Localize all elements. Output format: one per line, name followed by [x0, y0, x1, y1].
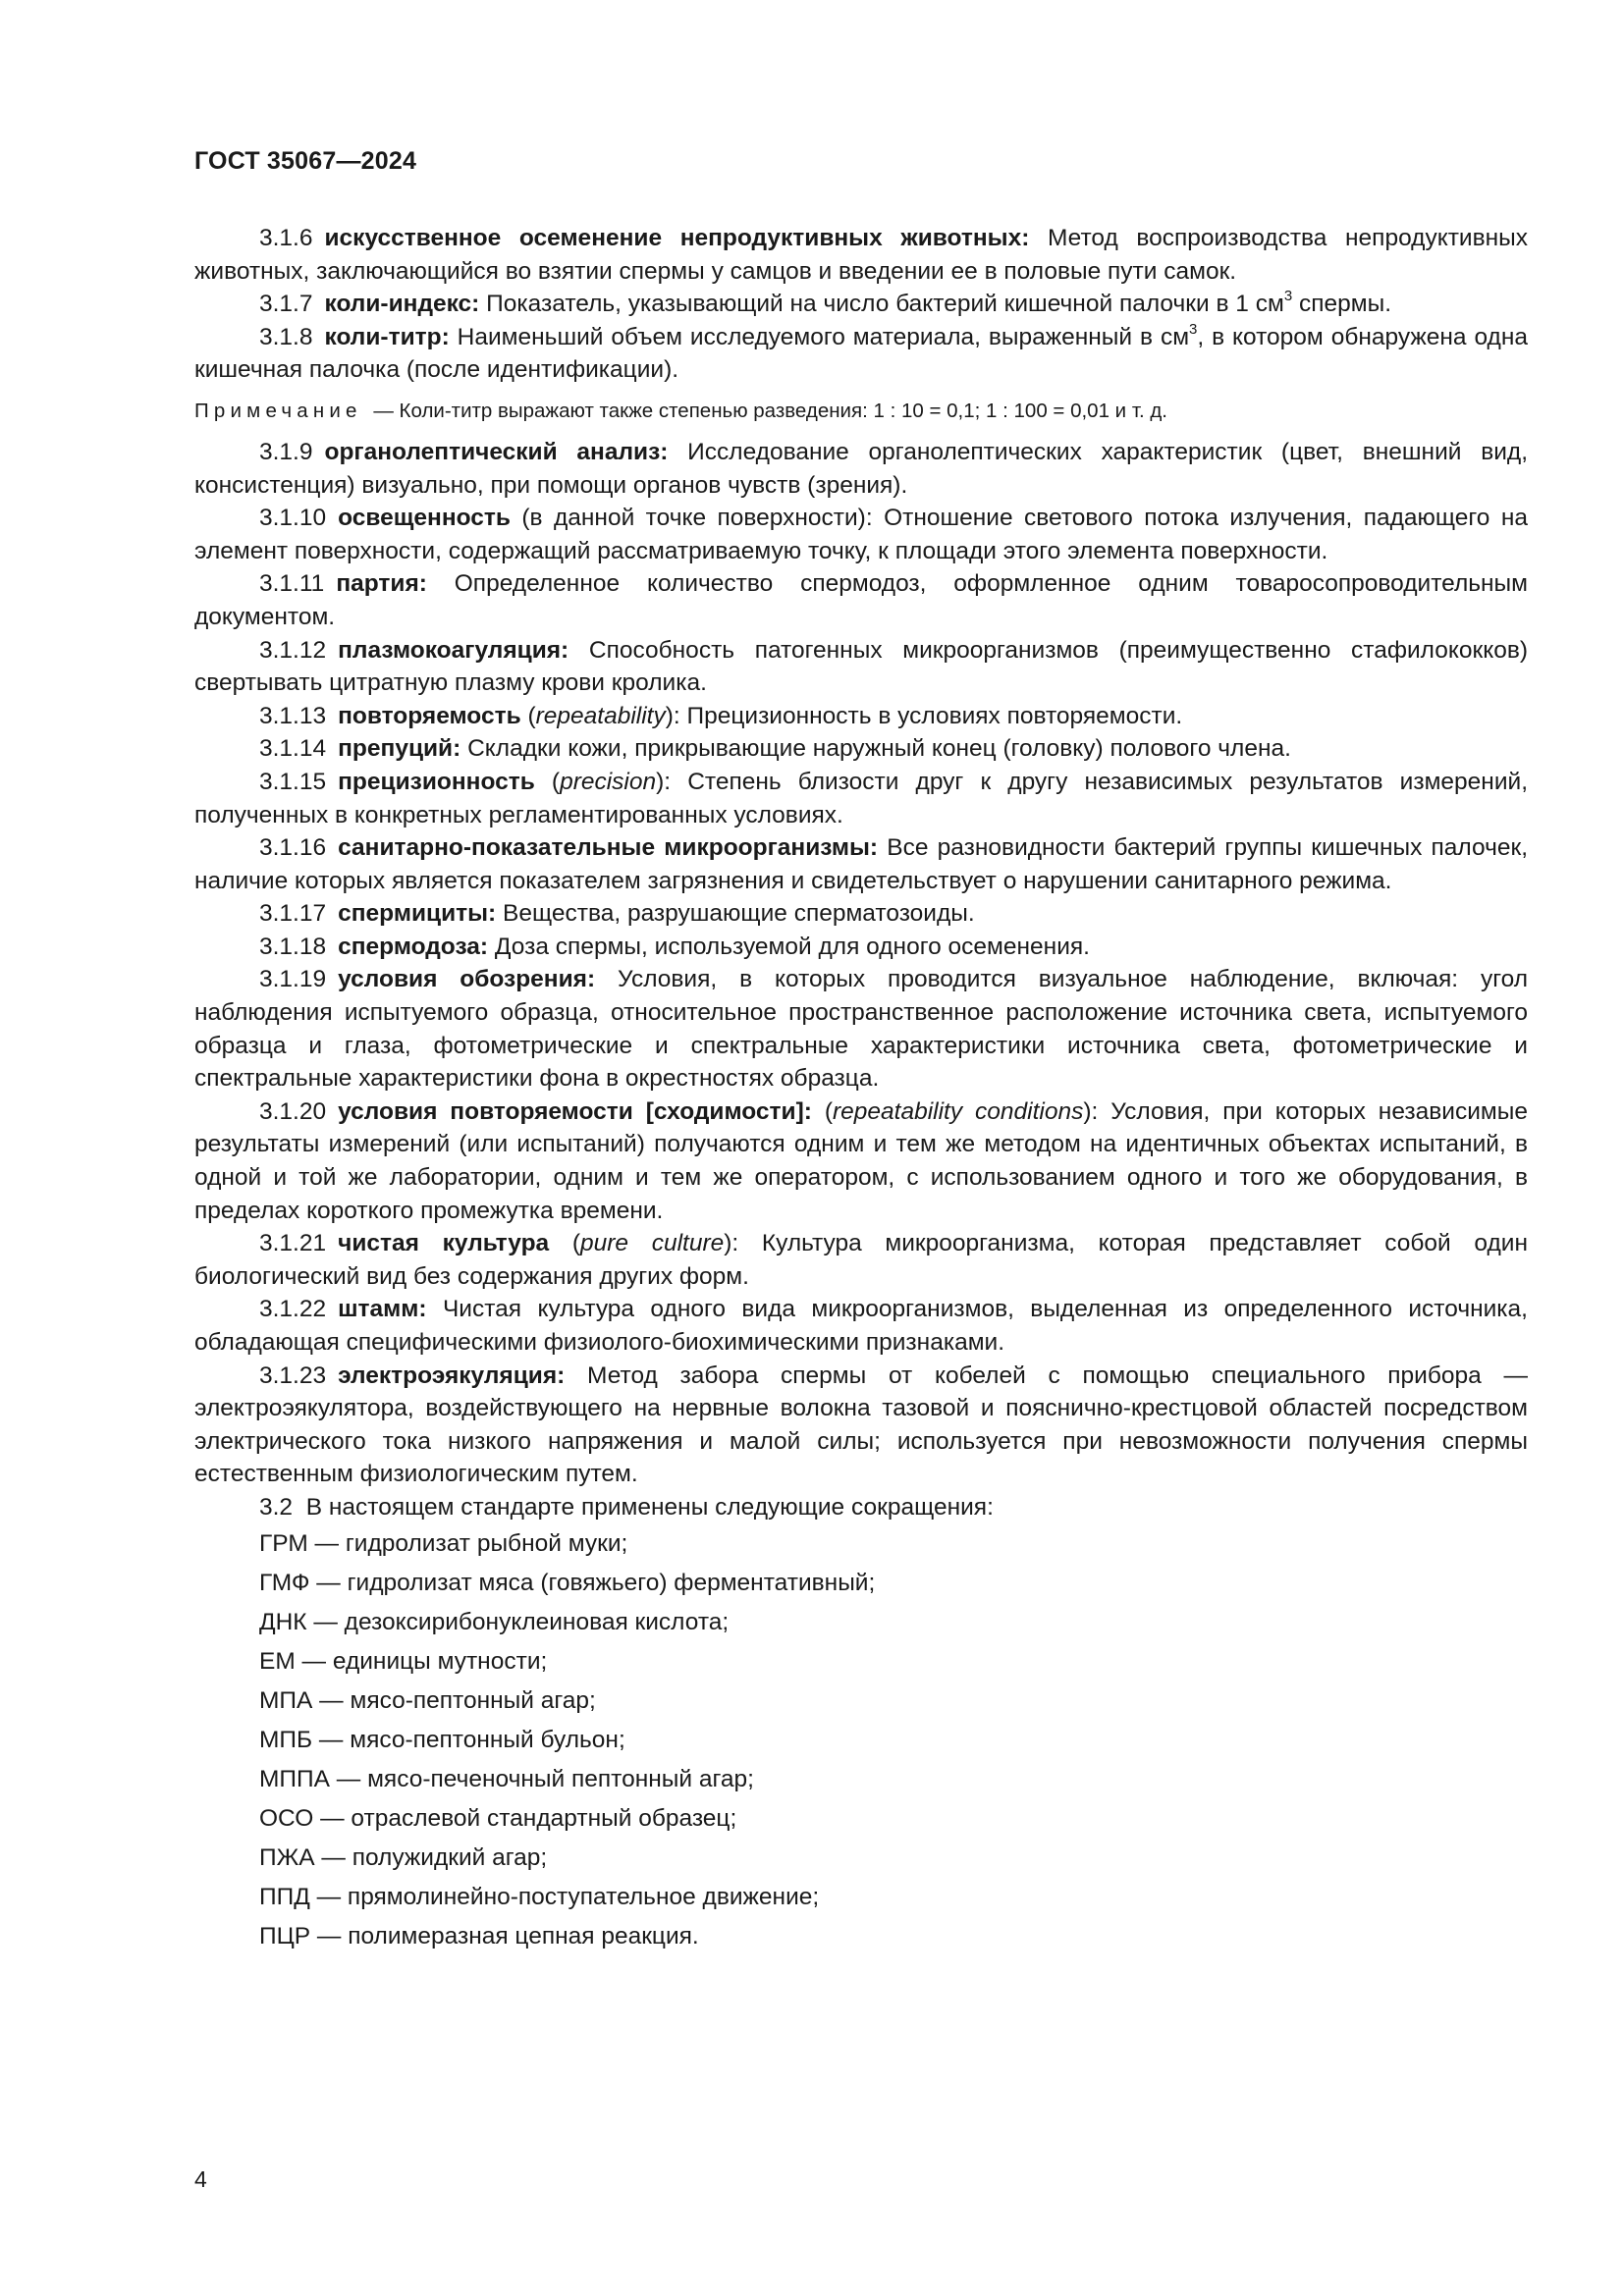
definition-number: 3.1.13 [259, 702, 327, 729]
definition-term: электроэякуляция: [338, 1362, 566, 1389]
abbreviation-code: МПБ [259, 1726, 313, 1753]
abbreviation-description: — гидролизат мяса (говяжьего) ферментативный; [309, 1569, 876, 1596]
definition-item [194, 1095, 1528, 1227]
section-number: 3.2 [259, 1493, 294, 1521]
definition-number: 3.1.7 [259, 291, 313, 318]
definition-number: 3.1.21 [259, 1230, 327, 1257]
abbreviation-description: — отраслевой стандартный образец; [313, 1804, 737, 1832]
definition-number: 3.1.6 [259, 225, 313, 251]
definition-paren-close: ): [1083, 1097, 1099, 1125]
document-body [194, 222, 1528, 1956]
definition-number: 3.1.10 [259, 505, 327, 532]
abbreviation-item [194, 1917, 1528, 1956]
definition-text: Отношение светового потока излучения, падающего на элемент поверхности, содержащий рассматриваемую точку, к площади этого элемента поверхности. [194, 505, 1528, 564]
definition-text: Доза спермы, используемой для одного осеменения. [488, 933, 1090, 960]
definition-term: санитарно-показательные микроорганизмы: [338, 834, 879, 862]
definition-number: 3.1.11 [259, 570, 325, 598]
abbreviation-item [194, 1760, 1528, 1799]
definition-item [194, 1360, 1528, 1491]
definition-item [194, 502, 1528, 567]
abbreviation-item [194, 1603, 1528, 1642]
superscript: 3 [1283, 288, 1293, 305]
definition-text: Степень близости друг к другу независимых результатов измерений, полученных в конкретных регламентированных условиях. [194, 768, 1529, 828]
definition-item [194, 831, 1528, 897]
section-text: В настоящем стандарте применены следующие сокращения: [305, 1493, 994, 1521]
definition-paren-open: ( [811, 1097, 833, 1125]
definition-text: Метод забора спермы от кобелей с помощью специального прибора — электроэякулятора, воздействующего на нервные волокна тазовой и пояснично-крестцовой областей посредством электрического тока низкого напряжения и малой силы; используется при невозможности получения спермы естественным физиологическим путем. [194, 1362, 1528, 1488]
abbreviation-description: — единицы мутности; [295, 1647, 548, 1675]
abbreviation-code: ДНК [259, 1608, 307, 1635]
definition-text: Все разновидности бактерий группы кишечных палочек, наличие которых является показателем загрязнения и свидетельствует о нарушении санитарного режима. [194, 834, 1528, 894]
abbreviation-description: — прямолинейно-поступательное движение; [309, 1883, 820, 1910]
definition-text: Прецизионность в условиях повторяемости. [679, 702, 1183, 729]
abbreviation-description: — гидролизат рыбной муки; [307, 1529, 628, 1557]
page-number: 4 [194, 2166, 207, 2192]
definition-paren-open: ( [534, 768, 561, 795]
abbreviation-description: — полимеразная цепная реакция. [310, 1922, 699, 1949]
definition-item [194, 897, 1528, 931]
abbreviation-code: ПЦР [259, 1922, 311, 1949]
abbreviation-code: ЕМ [259, 1647, 296, 1675]
definition-term: искусственное осеменение непродуктивных животных: [324, 225, 1030, 251]
definition-term: штамм: [338, 1296, 427, 1323]
definition-number: 3.1.22 [259, 1296, 327, 1323]
definition-english-term: repeatability conditions [832, 1097, 1084, 1125]
definition-item [194, 436, 1528, 502]
definition-item [194, 963, 1528, 1095]
definition-term: условия повторяемости [сходимости]: [338, 1097, 812, 1125]
definition-text: Метод воспроизводства непродуктивных животных, заключающийся во взятии спермы у самцов и введении ее в половые пути самок. [194, 225, 1529, 285]
definition-text: Вещества, разрушающие сперматозоиды. [496, 900, 975, 928]
abbreviation-code: ПЖА [259, 1843, 315, 1871]
definition-item [194, 1293, 1528, 1359]
definition-item [194, 634, 1528, 700]
definition-text: Чистая культура одного вида микроорганизмов, выделенная из определенного источника, обладающая специфическими физиолого-биохимическими признаками. [194, 1296, 1528, 1356]
definition-text: Определенное количество спермодоз, оформленное одним товаросопроводительным документом. [194, 570, 1528, 630]
abbreviation-description: — полужидкий агар; [314, 1843, 548, 1871]
definition-number: 3.1.12 [259, 636, 327, 664]
definition-item [194, 766, 1528, 831]
definition-term: освещенность [338, 505, 511, 532]
abbreviation-item [194, 1878, 1528, 1917]
definition-term: плазмокоагуляция: [338, 636, 569, 664]
definition-term: спермициты: [338, 900, 497, 928]
definition-term: чистая культура [338, 1230, 550, 1257]
definition-text-after: спермы. [1292, 291, 1392, 318]
abbreviation-item [194, 1839, 1528, 1878]
abbreviation-item [194, 1564, 1528, 1603]
definition-paren-open: ( [549, 1230, 580, 1257]
abbreviation-description: — мясо-пептонный агар; [312, 1686, 596, 1714]
definition-term: условия обозрения: [338, 966, 596, 993]
definition-item [194, 931, 1528, 964]
definition-english-term: pure culture [580, 1230, 725, 1257]
definition-number: 3.1.20 [259, 1097, 327, 1125]
definition-term: спермодоза: [338, 933, 489, 960]
definition-number: 3.1.15 [259, 768, 327, 795]
abbreviation-code: ППД [259, 1883, 310, 1910]
definition-text: Способность патогенных микроорганизмов (преимущественно стафилококков) свертывать цитратную плазму крови кролика. [194, 636, 1528, 697]
definition-english-term: repeatability [535, 702, 666, 729]
definition-item [194, 222, 1528, 288]
definition-term: прецизионность [338, 768, 535, 795]
definition-item [194, 732, 1528, 766]
abbreviation-item [194, 1524, 1528, 1564]
definition-paren-close: ): [665, 702, 680, 729]
definition-term: препуций: [338, 735, 461, 763]
definition-text: Условия, при которых независимые результаты измерений (или испытаний) получаются одним и тем же методом на идентичных объектах испытаний, в одной и той же лаборатории, одним и тем же оператором, с использованием одного и того же оборудования, в пределах короткого промежутка времени. [194, 1097, 1528, 1224]
abbreviation-description: — мясо-пептонный бульон; [312, 1726, 625, 1753]
definition-item [194, 321, 1528, 387]
definition-text: Наименьший объем исследуемого материала, выраженный в см [449, 323, 1190, 350]
definition-number: 3.1.14 [259, 735, 327, 763]
definition-term: органолептический анализ: [324, 438, 669, 465]
note-text: — Коли-титр выражают также степенью разведения: 1 : 10 = 0,1; 1 : 100 = 0,01 и т. д. [367, 399, 1167, 422]
abbreviation-code: МППА [259, 1765, 330, 1792]
definition-item [194, 567, 1528, 633]
definition-number: 3.1.9 [259, 438, 313, 465]
definition-item [194, 700, 1528, 733]
abbreviation-list [194, 1524, 1528, 1956]
abbreviation-code: ГМФ [259, 1569, 310, 1596]
definition-text: Условия, в которых проводится визуальное наблюдение, включая: угол наблюдения испытуемого образца, относительное пространственное расположение источника света, испытуемого образца и глаза, фотометрические и спектральные характеристики источника света, фотометрические и спектральные характеристики фона в окрестностях образца. [194, 966, 1528, 1093]
definition-number: 3.1.17 [259, 900, 327, 928]
abbreviation-code: МПА [259, 1686, 313, 1714]
definitions-group-b [194, 436, 1528, 1491]
definition-text: Исследование органолептических характеристик (цвет, внешний вид, консистенция) визуально, при помощи органов чувств (зрения). [194, 438, 1528, 499]
definition-number: 3.1.18 [259, 933, 327, 960]
definition-number: 3.1.16 [259, 834, 327, 862]
definition-text-after: , в котором обнаружена одна кишечная палочка (после идентификации). [194, 323, 1528, 384]
definition-number: 3.1.23 [259, 1362, 327, 1389]
superscript: 3 [1189, 320, 1198, 338]
definition-term: партия: [336, 570, 427, 598]
definition-term: повторяемость [338, 702, 521, 729]
definition-text: Показатель, указывающий на число бактерий кишечной палочки в 1 см [479, 291, 1284, 318]
note [194, 397, 1528, 426]
abbreviation-item [194, 1799, 1528, 1839]
abbreviation-item [194, 1642, 1528, 1682]
abbreviation-item [194, 1721, 1528, 1760]
abbreviation-description: — дезоксирибонуклеиновая кислота; [306, 1608, 730, 1635]
definition-paren-open: (в данной точке поверхности): [510, 505, 873, 532]
definition-paren-close: ): [724, 1230, 739, 1257]
note-label: Примечание [194, 399, 362, 422]
definition-number: 3.1.8 [259, 323, 313, 350]
definition-number: 3.1.19 [259, 966, 327, 993]
definitions-group-a [194, 222, 1528, 387]
abbreviation-code: ОСО [259, 1804, 314, 1832]
definition-text: Складки кожи, прикрывающие наружный конец (головку) полового члена. [460, 735, 1291, 763]
definition-item [194, 1227, 1528, 1293]
document-id-header: ГОСТ 35067—2024 [194, 147, 417, 175]
definition-term: коли-индекс: [324, 291, 480, 318]
abbreviation-description: — мясо-печеночный пептонный агар; [329, 1765, 754, 1792]
definition-paren-close: ): [656, 768, 672, 795]
definition-term: коли-титр: [324, 323, 450, 350]
definition-english-term: precision [560, 768, 657, 795]
abbreviation-code: ГРМ [259, 1529, 308, 1557]
definition-paren-open: ( [520, 702, 536, 729]
abbreviation-item [194, 1682, 1528, 1721]
definition-item [194, 288, 1528, 321]
definition-text: Культура микроорганизма, которая представляет собой один биологический вид без содержания других форм. [194, 1230, 1528, 1290]
section-3-2 [194, 1491, 1528, 1524]
